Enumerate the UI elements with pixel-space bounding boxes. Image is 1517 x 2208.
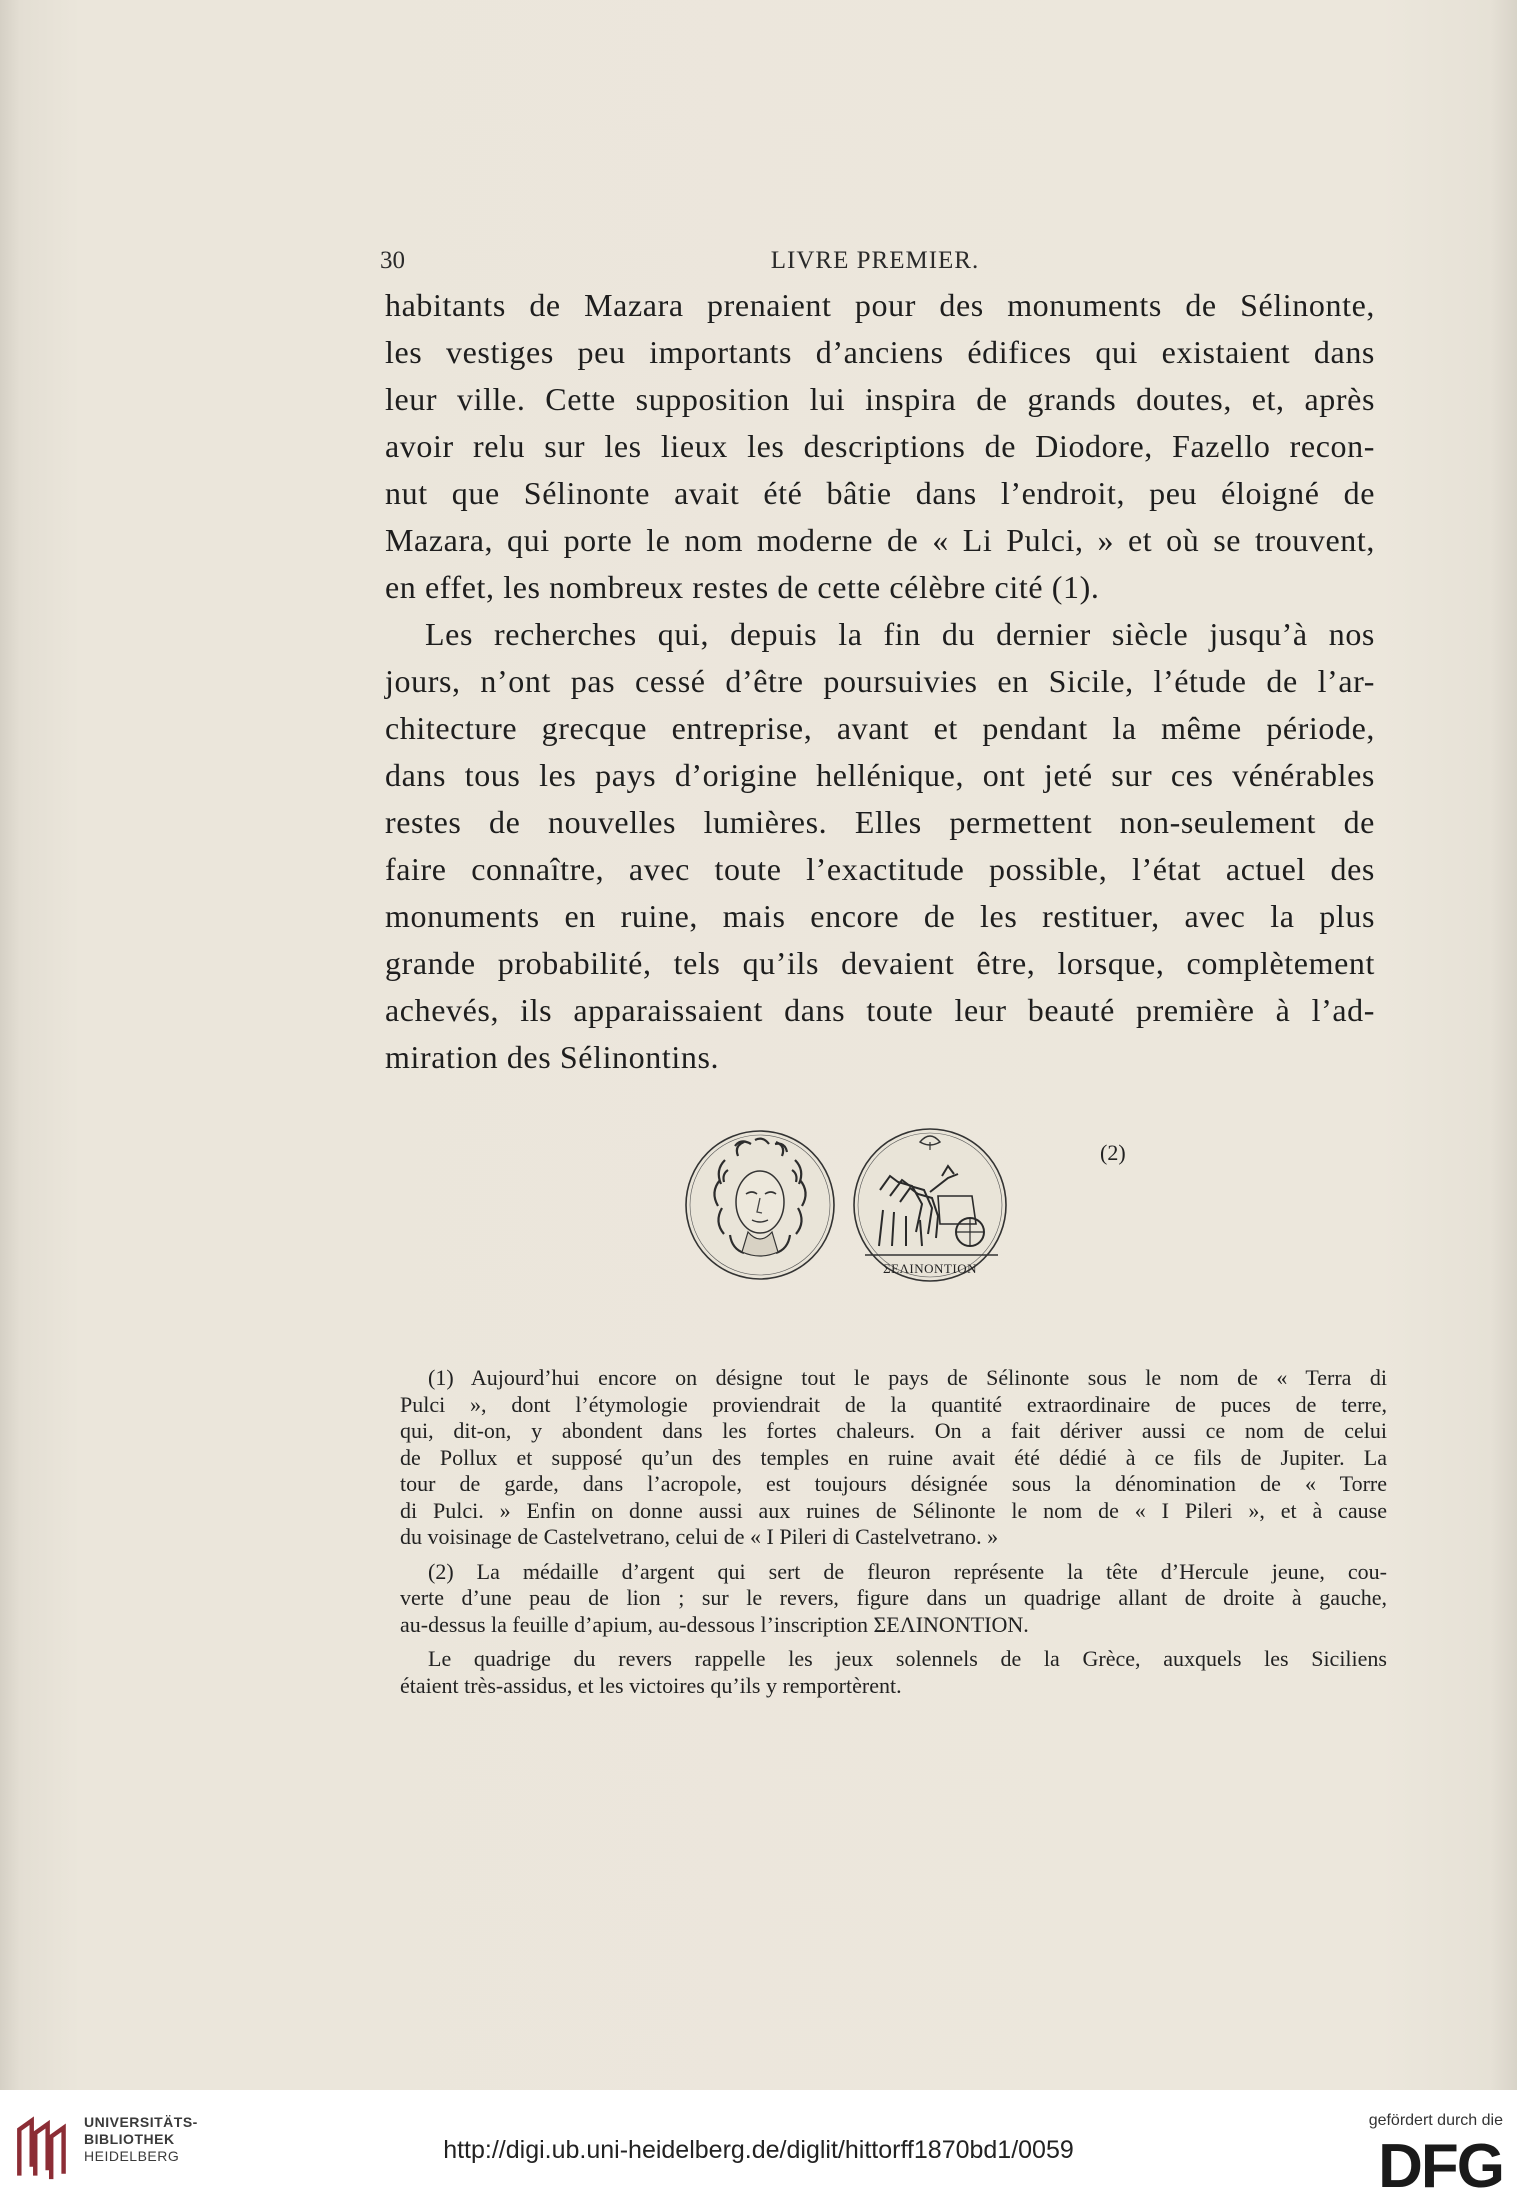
- body-line: achevés, ils apparaissaient dans toute leur beauté première à l’ad-: [385, 992, 1375, 1028]
- footnote-line: (1) Aujourd’hui encore on désigne tout le pays de Sélinonte sous le nom de « Terra di: [428, 1365, 1387, 1390]
- footnote-line: qui, dit-on, y abondent dans les fortes chaleurs. On a fait dériver aussi ce nom de celui: [400, 1418, 1387, 1443]
- coin-inscription: ΣΕΛΙΝΟΝΤΙΟΝ: [883, 1261, 977, 1276]
- dfg-logo: DFG: [1378, 2132, 1503, 2201]
- permalink-url[interactable]: http://digi.ub.uni-heidelberg.de/diglit/hittorff1870bd1/0059: [443, 2136, 1074, 2164]
- footnote-line: Pulci », dont l’étymologie proviendrait de la quantité extraordinaire de puces de terre,: [400, 1391, 1387, 1417]
- body-line: chitecture grecque entreprise, avant et pendant la même période,: [385, 710, 1375, 746]
- coin-reverse: [854, 1129, 1006, 1281]
- body-line: miration des Sélinontins.: [385, 1039, 720, 1075]
- library-line: UNIVERSITÄTS-: [84, 2114, 198, 2130]
- footnote-line: au-dessus la feuille d’apium, au-dessous l’inscription ΣΕΛΙΝΟΝΤΙΟΝ.: [400, 1611, 1029, 1637]
- library-line: HEIDELBERG: [84, 2148, 180, 2164]
- coin-figure: [680, 1120, 1140, 1290]
- body-line: monuments en ruine, mais encore de les restituer, avec la plus: [385, 898, 1375, 934]
- footnotes: [400, 1365, 1387, 1699]
- footnote-line: di Pulci. » Enfin on donne aussi aux ruines de Sélinonte le nom de « I Pileri », et à cause: [400, 1497, 1387, 1523]
- figure-note-reference: (2): [1100, 1140, 1126, 1165]
- body-line: habitants de Mazara prenaient pour des monuments de Sélinonte,: [385, 287, 1375, 323]
- body-line: avoir relu sur les lieux les descriptions de Diodore, Fazello recon-: [385, 428, 1375, 464]
- library-line: BIBLIOTHEK: [84, 2131, 175, 2147]
- body-line: Les recherches qui, depuis la fin du dernier siècle jusqu’à nos: [425, 616, 1375, 652]
- body-line: les vestiges peu importants d’anciens édifices qui existaient dans: [385, 334, 1375, 370]
- footnote-line: Le quadrige du revers rappelle les jeux solennels de la Grèce, auxquels les Siciliens: [428, 1646, 1387, 1671]
- footnote-line: de Pollux et supposé qu’un des temples en ruine avait été dédié à ce fils de Jupiter. La: [400, 1444, 1387, 1470]
- footnote-line: tour de garde, dans l’acropole, est toujours désignée sous la dénomination de « Torre: [400, 1471, 1387, 1496]
- page-number: 30: [380, 247, 405, 274]
- body-line: nut que Sélinonte avait été bâtie dans l’endroit, peu éloigné de: [385, 475, 1375, 511]
- body-line: grande probabilité, tels qu’ils devaient être, lorsque, complètement: [385, 945, 1375, 981]
- body-line: en effet, les nombreux restes de cette célèbre cité (1).: [385, 569, 1100, 605]
- body-line: dans tous les pays d’origine hellénique, ont jeté sur ces vénérables: [385, 757, 1375, 793]
- funding-label: gefördert durch die: [1368, 2112, 1503, 2129]
- body-line: faire connaître, avec toute l’exactitude possible, l’état actuel des: [385, 851, 1375, 887]
- coin-illustration: [680, 1120, 1140, 1290]
- footnote-line: (2) La médaille d’argent qui sert de fleuron représente la tête d’Hercule jeune, cou-: [428, 1558, 1387, 1584]
- body-line: restes de nouvelles lumières. Elles permettent non-seulement de: [385, 804, 1375, 840]
- body-line: jours, n’ont pas cessé d’être poursuivies en Sicile, l’étude de l’ar-: [385, 663, 1375, 699]
- body-line: leur ville. Cette supposition lui inspira de grands doutes, et, après: [385, 381, 1375, 417]
- footnote-line: du voisinage de Castelvetrano, celui de « I Pileri di Castelvetrano. »: [400, 1524, 999, 1549]
- footnote-line: étaient très-assidus, et les victoires qu’ils y remportèrent.: [400, 1672, 902, 1698]
- viewer-footer: [0, 2090, 1517, 2208]
- running-header: [380, 247, 1370, 277]
- body-line: Mazara, qui porte le nom moderne de « Li Pulci, » et où se trouvent,: [385, 522, 1375, 558]
- coin-obverse: [686, 1131, 834, 1279]
- running-title: LIVRE PREMIER.: [770, 247, 980, 274]
- main-text: [385, 282, 1375, 1081]
- footnote-line: verte d’une peau de lion ; sur le revers, figure dans un quadrige allant de droite à gauche,: [400, 1585, 1387, 1610]
